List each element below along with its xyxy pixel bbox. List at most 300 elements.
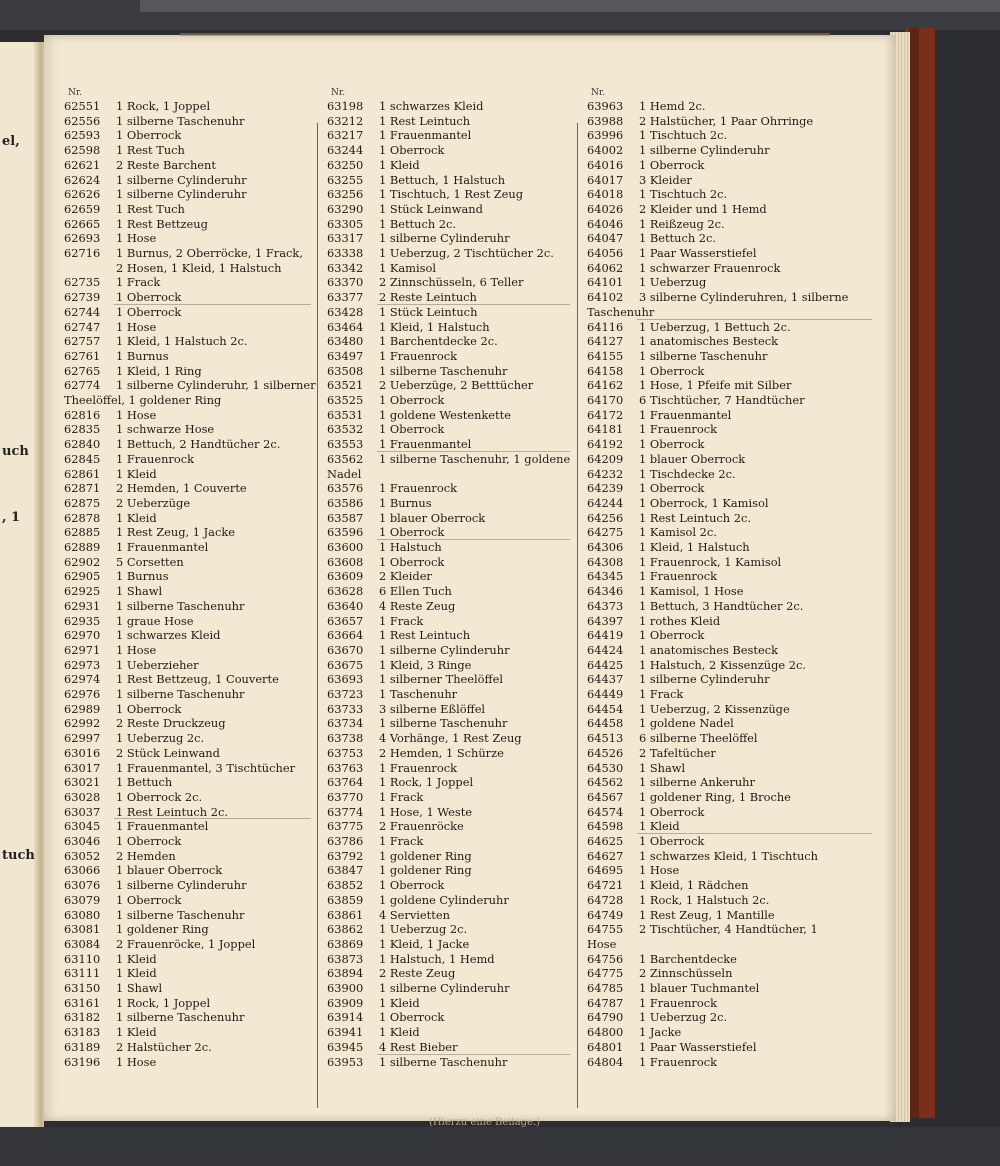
list-item <box>587 1055 877 1070</box>
list-item <box>64 952 316 967</box>
item-description: 3 Kleider <box>639 172 692 187</box>
item-description: Theelöffel, 1 goldener Ring <box>64 393 222 407</box>
list-item <box>327 775 575 790</box>
bottom-background <box>0 1127 1000 1166</box>
list-item <box>587 614 877 629</box>
item-description: 1 Burnus, 2 Oberröcke, 1 Frack, <box>116 246 303 260</box>
item-description: 2 Kleider und 1 Hemd <box>639 201 767 216</box>
item-description: 2 Zinnschüsseln <box>639 966 733 981</box>
item-description: 1 Kleid <box>379 1025 420 1040</box>
item-description: 2 Tischtücher, 4 Handtücher, 1 <box>639 922 818 937</box>
list-item <box>64 614 316 629</box>
list-item <box>587 481 877 496</box>
item-number: 64116 <box>587 319 624 334</box>
list-item <box>64 349 316 364</box>
item-number: 64162 <box>587 378 624 393</box>
item-number: 62761 <box>64 348 101 363</box>
list-item <box>327 908 575 923</box>
item-description: 6 Ellen Tuch <box>379 584 452 599</box>
item-number: 63852 <box>327 878 364 893</box>
item-number: 64627 <box>587 848 624 863</box>
item-number: 64804 <box>587 1054 624 1069</box>
list-item <box>327 378 575 393</box>
item-number: 64244 <box>587 495 624 510</box>
item-number: 62774 <box>64 378 101 393</box>
list-item <box>327 452 575 467</box>
list-item <box>327 231 575 246</box>
list-item <box>587 305 877 320</box>
item-description: 2 Hemden <box>116 848 176 863</box>
row-rule <box>637 319 872 320</box>
list-item <box>64 658 316 673</box>
item-description: 1 schwarzes Kleid, 1 Tischtuch <box>639 848 818 863</box>
list-item <box>587 217 877 232</box>
item-number: 63305 <box>327 216 364 231</box>
item-description: 1 Barchentdecke 2c. <box>379 334 498 349</box>
list-item <box>64 805 316 820</box>
binding-inner <box>909 28 919 1118</box>
list-item <box>64 114 316 129</box>
list-item <box>327 878 575 893</box>
item-number: 63196 <box>64 1054 101 1069</box>
item-number: 63608 <box>327 554 364 569</box>
list-column-1 <box>64 35 316 1075</box>
item-number: 63256 <box>327 187 364 202</box>
list-item <box>327 922 575 937</box>
list-item <box>587 569 877 584</box>
item-number: 63037 <box>64 804 101 819</box>
item-number: 63212 <box>327 113 364 128</box>
item-number: 63189 <box>64 1039 101 1054</box>
left-gutter <box>34 42 42 1127</box>
item-number: 63894 <box>327 966 364 981</box>
list-item <box>327 173 575 188</box>
list-item <box>587 364 877 379</box>
item-description: 2 Reste Druckzeug <box>116 716 226 731</box>
item-description: 1 Hose <box>116 407 157 422</box>
column-divider <box>317 123 318 1108</box>
list-item <box>327 393 575 408</box>
list-item <box>64 878 316 893</box>
item-description: 1 Frauenrock <box>379 760 458 775</box>
item-description: 1 Frauenmantel, 3 Tischtücher <box>116 760 296 775</box>
list-item <box>327 540 575 555</box>
item-number: 63150 <box>64 981 101 995</box>
row-rule <box>114 304 311 305</box>
item-number: 63244 <box>327 143 364 158</box>
item-number: 63945 <box>327 1039 364 1054</box>
list-item <box>327 643 575 658</box>
item-number: 63900 <box>327 981 364 995</box>
item-description: 1 Rest Tuch <box>116 201 185 216</box>
item-description: 1 Kleid <box>116 510 157 525</box>
item-number: 63028 <box>64 789 101 804</box>
list-item <box>64 261 316 276</box>
item-number: 63953 <box>327 1054 364 1069</box>
item-number: 64017 <box>587 172 624 187</box>
item-description: 1 blauer Oberrock <box>379 510 486 525</box>
item-number: 62971 <box>64 642 101 657</box>
item-description: 1 silberne Taschenuhr <box>116 598 245 613</box>
item-number: 63628 <box>327 584 364 599</box>
item-description: 3 silberne Eßlöffel <box>379 701 486 716</box>
list-item <box>64 761 316 776</box>
item-description: 1 Ueberzug, 2 Tischtücher 2c. <box>379 246 554 260</box>
item-number: 63045 <box>64 819 101 834</box>
item-number: 64181 <box>587 422 624 437</box>
item-number: 62716 <box>64 246 101 260</box>
item-number: 64562 <box>587 775 624 790</box>
item-description: 1 silberne Cylinderuhr <box>116 172 247 187</box>
item-description: 1 Rest Leintuch 2c. <box>639 510 752 525</box>
item-number: 62765 <box>64 363 101 378</box>
row-rule <box>377 304 570 305</box>
left-page-fragment: tuch <box>2 848 35 863</box>
item-description: 1 schwarzes Kleid <box>379 99 484 113</box>
list-item <box>587 746 877 761</box>
item-description: 1 Ueberzug 2c. <box>379 922 468 937</box>
item-description: 2 Ueberzüge <box>116 495 191 510</box>
item-description: 1 silberne Cylinderuhr, 1 silberner <box>116 378 316 393</box>
item-number: 64170 <box>587 393 624 407</box>
list-item <box>327 217 575 232</box>
list-item <box>64 437 316 452</box>
item-description: 1 Kleid, 3 Ringe <box>379 657 472 672</box>
list-item <box>64 173 316 188</box>
item-number: 62621 <box>64 157 101 172</box>
item-number: 63738 <box>327 731 364 746</box>
list-item <box>327 422 575 437</box>
item-description: 1 Oberrock <box>379 143 445 158</box>
item-number: 63525 <box>327 393 364 407</box>
item-description: 1 Ueberzug, 2 Kissenzüge <box>639 701 790 716</box>
item-description: 1 Shawl <box>639 760 686 775</box>
item-description: 1 Oberrock <box>379 1010 445 1025</box>
item-number: 64256 <box>587 510 624 525</box>
item-number: 62840 <box>64 437 101 452</box>
item-description: 1 Halstuch, 2 Kissenzüge 2c. <box>639 657 806 672</box>
footer-note: (Hierzu eine Beilage.) <box>429 1117 541 1128</box>
item-number: 64449 <box>587 687 624 701</box>
item-description: 1 silberne Cylinderuhr <box>116 187 247 202</box>
item-number: 64345 <box>587 569 624 584</box>
list-item <box>327 305 575 320</box>
list-item <box>64 687 316 702</box>
item-number: 64018 <box>587 187 624 202</box>
list-item <box>327 687 575 702</box>
item-number: 63255 <box>327 172 364 187</box>
item-description: 1 blauer Oberrock <box>116 863 223 878</box>
list-item <box>587 702 877 717</box>
item-description: 1 Burnus <box>379 495 432 510</box>
top-edge <box>140 0 1000 12</box>
list-item <box>587 290 877 305</box>
item-number: 62931 <box>64 598 101 613</box>
item-description: 1 Oberrock <box>379 393 445 407</box>
item-description: 1 silberne Cylinderuhr <box>379 231 510 246</box>
list-item <box>587 658 877 673</box>
item-number: 62747 <box>64 319 101 334</box>
item-description: 1 Stück Leinwand <box>379 201 483 216</box>
list-item <box>587 246 877 261</box>
list-item <box>64 746 316 761</box>
list-item <box>587 114 877 129</box>
item-number: 62878 <box>64 510 101 525</box>
item-number: 62735 <box>64 275 101 290</box>
item-description: 1 silberne Taschenuhr <box>639 348 768 363</box>
list-item <box>587 893 877 908</box>
item-description: 1 silberne Cylinderuhr <box>379 981 510 995</box>
item-description: 1 anatomisches Besteck <box>639 334 778 349</box>
item-description: 1 silberne Taschenuhr <box>116 907 245 922</box>
item-description: 1 Oberrock <box>116 290 182 305</box>
item-description: 1 Kleid <box>116 1025 157 1040</box>
item-description: 1 Frauenrock, 1 Kamisol <box>639 554 782 569</box>
column-header: Nr. <box>331 88 346 98</box>
item-number: 62593 <box>64 128 101 143</box>
item-description: 1 Oberrock <box>116 701 182 716</box>
item-number: 62845 <box>64 451 101 466</box>
item-description: 1 Shawl <box>116 584 163 599</box>
list-item <box>587 849 877 864</box>
item-number: 63693 <box>327 672 364 687</box>
item-number: 63562 <box>327 451 364 466</box>
item-description: 1 goldene Cylinderuhr <box>379 892 509 907</box>
item-description: 2 Frauenröcke, 1 Joppel <box>116 936 256 951</box>
item-description: Nadel <box>327 466 362 481</box>
item-number: 64728 <box>587 892 624 907</box>
item-description: 1 Frauenrock <box>639 422 718 437</box>
item-number: 63770 <box>327 789 364 804</box>
item-description: 2 Frauenröcke <box>379 819 464 834</box>
item-description: 1 Jacke <box>639 1025 682 1040</box>
item-number: 64454 <box>587 701 624 716</box>
item-number: 62989 <box>64 701 101 716</box>
item-number: 63596 <box>327 525 364 540</box>
item-number: 63021 <box>64 775 101 790</box>
list-item <box>64 790 316 805</box>
list-item <box>587 1040 877 1055</box>
list-item <box>64 1040 316 1055</box>
item-number: 64102 <box>587 290 624 305</box>
item-description: 1 Oberrock 2c. <box>116 789 203 804</box>
list-item <box>327 511 575 526</box>
item-description: 1 Ueberzug, 1 Bettuch 2c. <box>639 319 791 334</box>
list-item <box>327 202 575 217</box>
list-item <box>587 834 877 849</box>
item-description: 1 blauer Tuchmantel <box>639 981 760 995</box>
list-item <box>64 187 316 202</box>
item-number: 62935 <box>64 613 101 628</box>
item-number: 64308 <box>587 554 624 569</box>
item-description: 1 Rest Leintuch <box>379 628 471 643</box>
item-number: 64002 <box>587 143 624 158</box>
list-item <box>64 378 316 393</box>
item-description: 1 Rest Bettzeug, 1 Couverte <box>116 672 279 687</box>
column-divider <box>577 123 578 1108</box>
row-rule <box>377 1054 570 1055</box>
list-item <box>587 819 877 834</box>
item-number: 63869 <box>327 936 364 951</box>
item-description: 1 Oberrock <box>116 304 182 319</box>
item-number: 63079 <box>64 892 101 907</box>
list-item <box>64 922 316 937</box>
item-number: 62902 <box>64 554 101 569</box>
list-item <box>587 672 877 687</box>
item-number: 63859 <box>327 892 364 907</box>
list-item <box>587 408 877 423</box>
item-number: 63996 <box>587 128 624 143</box>
item-description: 1 Reißzeug 2c. <box>639 216 725 231</box>
item-description: 1 Hose <box>639 863 680 878</box>
item-description: 1 Bettuch <box>116 775 173 790</box>
column-header: Nr. <box>591 88 606 98</box>
item-number: 62885 <box>64 525 101 540</box>
left-page-edge <box>0 42 44 1127</box>
list-item <box>587 555 877 570</box>
item-description: 1 Rest Zeug, 1 Jacke <box>116 525 236 540</box>
list-item <box>64 467 316 482</box>
item-description: 1 Frauenrock <box>379 481 458 496</box>
item-description: 1 goldener Ring <box>379 848 472 863</box>
list-item <box>327 893 575 908</box>
item-number: 64785 <box>587 981 624 995</box>
item-number: 64695 <box>587 863 624 878</box>
list-item <box>64 99 316 114</box>
item-description: 1 silberner Theelöffel <box>379 672 504 687</box>
list-item <box>64 231 316 246</box>
item-number: 62871 <box>64 481 101 496</box>
item-description: 6 Tischtücher, 7 Handtücher <box>639 393 805 407</box>
item-number: 63370 <box>327 275 364 290</box>
list-item <box>327 555 575 570</box>
list-item <box>327 628 575 643</box>
list-item <box>587 187 877 202</box>
item-number: 63723 <box>327 687 364 701</box>
item-description: 1 Tischtuch, 1 Rest Zeug <box>379 187 524 202</box>
item-description: 2 Halstücher 2c. <box>116 1039 212 1054</box>
list-item <box>587 687 877 702</box>
item-number: 62925 <box>64 584 101 599</box>
item-description: 1 Burnus <box>116 569 169 584</box>
item-description: 1 silberne Taschenuhr <box>116 1010 245 1025</box>
item-description: 1 Rest Bettzeug <box>116 216 208 231</box>
list-item <box>64 584 316 599</box>
list-item <box>587 173 877 188</box>
item-number: 62665 <box>64 216 101 231</box>
list-item <box>64 672 316 687</box>
item-number: 64373 <box>587 598 624 613</box>
item-description: 1 Oberrock <box>379 422 445 437</box>
item-description: 2 Reste Zeug <box>379 966 456 981</box>
item-description: 1 Halstuch <box>379 540 442 554</box>
list-item <box>64 716 316 731</box>
item-description: 1 Frack <box>639 687 684 701</box>
item-number: 63110 <box>64 951 101 966</box>
item-description: 1 Frack <box>379 834 424 848</box>
item-description: 2 Kleider <box>379 569 432 584</box>
item-description: 1 Oberrock, 1 Kamisol <box>639 495 769 510</box>
item-number: 63052 <box>64 848 101 863</box>
item-number: 64598 <box>587 819 624 834</box>
item-number: 63909 <box>327 995 364 1010</box>
item-number: 62556 <box>64 113 101 128</box>
item-number: 63657 <box>327 613 364 628</box>
item-number: 64047 <box>587 231 624 246</box>
item-description: 1 Rock, 1 Joppel <box>116 995 211 1010</box>
list-item <box>327 716 575 731</box>
list-item <box>64 996 316 1011</box>
item-number: 64232 <box>587 466 624 481</box>
list-item <box>64 128 316 143</box>
list-item <box>64 540 316 555</box>
item-description: 1 Bettuch 2c. <box>639 231 717 246</box>
item-description: 1 graue Hose <box>116 613 194 628</box>
list-item <box>327 731 575 746</box>
item-description: 1 Rest Zeug, 1 Mantille <box>639 907 775 922</box>
list-item <box>327 496 575 511</box>
list-item <box>64 305 316 320</box>
item-description: 1 Ueberzug 2c. <box>116 731 205 746</box>
list-item <box>327 614 575 629</box>
item-description: 1 Burnus <box>116 348 169 363</box>
item-number: 63046 <box>64 834 101 848</box>
item-description: 1 schwarzer Frauenrock <box>639 260 781 275</box>
item-description: 1 goldene Nadel <box>639 716 734 731</box>
column-header: Nr. <box>68 88 83 98</box>
list-item <box>64 525 316 540</box>
item-description: 1 Oberrock <box>639 437 705 452</box>
list-item <box>327 805 575 820</box>
item-description: 1 Ueberzug <box>639 275 707 290</box>
list-item <box>327 246 575 261</box>
item-description: 1 Bettuch 2c. <box>379 216 457 231</box>
item-description: 2 Halstücher, 1 Paar Ohrringe <box>639 113 814 128</box>
list-item <box>587 643 877 658</box>
item-description: 1 goldene Westenkette <box>379 407 511 422</box>
item-number: 63081 <box>64 922 101 937</box>
item-number: 62835 <box>64 422 101 437</box>
item-description: Taschenuhr <box>587 304 655 319</box>
list-item <box>64 202 316 217</box>
item-number: 63342 <box>327 260 364 275</box>
item-description: 1 Frauenrock <box>639 1054 718 1069</box>
list-item <box>64 217 316 232</box>
list-item <box>64 569 316 584</box>
list-item <box>64 1055 316 1070</box>
item-number: 64790 <box>587 1010 624 1025</box>
item-number: 62739 <box>64 290 101 305</box>
item-number: 62551 <box>64 99 101 113</box>
item-number: 63734 <box>327 716 364 731</box>
item-description: 1 Oberrock <box>116 892 182 907</box>
item-number: 63497 <box>327 348 364 363</box>
item-description: 4 Rest Bieber <box>379 1039 458 1054</box>
item-number: 64239 <box>587 481 624 496</box>
list-item <box>327 128 575 143</box>
item-number: 63670 <box>327 642 364 657</box>
list-item <box>64 408 316 423</box>
item-description: Hose <box>587 936 617 951</box>
item-number: 63017 <box>64 760 101 775</box>
item-number: 63587 <box>327 510 364 525</box>
list-item <box>64 849 316 864</box>
list-item <box>587 628 877 643</box>
item-description: 1 Kleid <box>116 466 157 481</box>
item-number: 64755 <box>587 922 624 937</box>
item-description: 1 silberne Taschenuhr <box>379 1054 508 1069</box>
item-number: 62997 <box>64 731 101 746</box>
